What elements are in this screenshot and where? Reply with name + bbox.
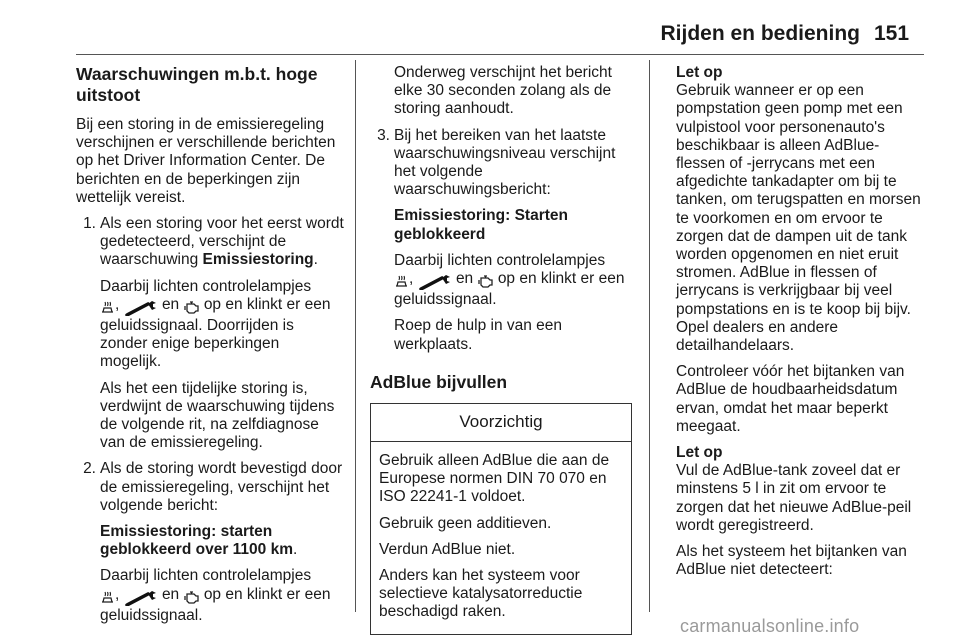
warning-steps-list: [76, 215, 344, 625]
column-1: [76, 64, 344, 633]
continuation-text: Onderweg verschijnt het bericht elke 30 seconden zolang als de storing aanhoudt.: [394, 64, 612, 118]
page-header-title: Rijden en bediening: [660, 22, 860, 45]
caution-paragraph: Anders kan het systeem voor selectieve katalysatorreductie beschadigd raken.: [379, 567, 583, 621]
caution-paragraph: Gebruik alleen AdBlue die aan de Europese normen DIN 70 070 en ISO 22241-1 voldoet.: [379, 452, 610, 506]
note-title: Let op: [676, 64, 723, 81]
list-number: 2.: [83, 460, 96, 478]
final-paragraph: Als het systeem het bijtanken van AdBlue niet detecteert:: [676, 543, 907, 579]
wrench-icon: [418, 273, 452, 291]
section-heading-emissions: Waarschuwingen m.b.t. hoge uitstoot: [76, 64, 318, 105]
step-text: Als een storing voor het eerst wordt gedetecteerd, verschijnt de waarschuwing Emissiestoring.: [100, 215, 344, 269]
lamps-text: Daarbij lichten controlelampjes , en op en klinkt er een geluidssignaal.: [394, 251, 625, 309]
intro-paragraph: Bij een storing in de emissieregeling verschijnen er verschillende berichten op het Driver Information Center. De berichten en de beperkingen zijn wettelijk vereist.: [76, 116, 336, 206]
temporary-fault-text: Als het een tijdelijke storing is, verdwijnt de waarschuwing tijdens de volgende rit, na zelfdiagnose van de emissieregeling.: [100, 379, 335, 452]
warning-steps-list-continued: [370, 127, 634, 354]
engine-warning-icon: [478, 273, 494, 291]
list-number: 1.: [83, 215, 96, 233]
watermark: carmanualsonline.info: [680, 616, 860, 636]
note-text: Vul de AdBlue-tank zoveel dat er minstens 5 l in zit om ervoor te zorgen dat het nieuwe AdBlue-peil wordt geregistreerd.: [676, 462, 912, 534]
caution-body: [371, 442, 631, 634]
message-emissiestoring: Emissiestoring: [202, 251, 314, 269]
list-number: 3.: [377, 126, 390, 144]
header-divider: [76, 54, 924, 55]
column-2: [370, 64, 634, 635]
caution-paragraph: Verdun AdBlue niet.: [379, 540, 516, 558]
section-heading-adblue: AdBlue bijvullen: [370, 371, 508, 392]
step-text: Bij het bereiken van het laatste waarschuwingsniveau verschijnt het volgende waarschuwingsbericht:: [394, 126, 616, 199]
engine-warning-icon: [184, 299, 200, 317]
message-text: Emissiestoring: Starten geblokkeerd: [394, 207, 568, 243]
exhaust-warning-icon: [394, 273, 409, 291]
list-item: [76, 460, 344, 625]
list-item: [76, 215, 344, 452]
list-item: [370, 127, 634, 354]
step-text: Als de storing wordt bevestigd door de emissieregeling, verschijnt het volgende bericht:: [100, 460, 343, 514]
note-title: Let op: [676, 444, 723, 462]
message-text: Emissiestoring: starten geblokkeerd over 1100 km.: [100, 523, 298, 559]
caution-paragraph: Gebruik geen additieven.: [379, 514, 552, 532]
page-number: 151: [874, 22, 910, 45]
caution-title: Voorzichtig: [371, 404, 631, 442]
wrench-icon: [124, 299, 158, 317]
note-text: Gebruik wanneer er op een pompstation geen pomp met een vulpistool voor personenauto's beschikbaar is alleen AdBlue-flessen of -jerrycans met een afgedichte tankadapter om bij te tanken, om terugspatten en morsen te voorkomen en om ervoor te zorgen dat de dampen uit de tank worden opgenomen en niet eruit stromen. AdBlue in flessen of jerrycans is verkrijgbaar bij veel pompstations en is te koop bij bijv. Opel dealers en andere detailhandelaars.: [676, 82, 921, 355]
column-divider-1: [355, 60, 356, 612]
exhaust-warning-icon: [100, 299, 115, 317]
column-divider-2: [649, 60, 650, 612]
exhaust-warning-icon: [100, 589, 115, 607]
column-3: [676, 64, 928, 587]
engine-warning-icon: [184, 589, 200, 607]
caution-box: [370, 403, 632, 635]
lamps-text: Daarbij lichten controlelampjes , en op en klinkt er een geluidssignaal. Doorrijden is zonder enige beperkingen mogelijk.: [100, 277, 331, 371]
wrench-icon: [124, 589, 158, 607]
lamps-text: Daarbij lichten controlelampjes , en op en klinkt er een geluidssignaal.: [100, 567, 331, 624]
check-expiry-text: Controleer vóór het bijtanken van AdBlue de houdbaarheidsdatum ervan, omdat het maar beperkt meegaat.: [676, 363, 905, 435]
workshop-help-text: Roep de hulp in van een werkplaats.: [394, 317, 563, 353]
